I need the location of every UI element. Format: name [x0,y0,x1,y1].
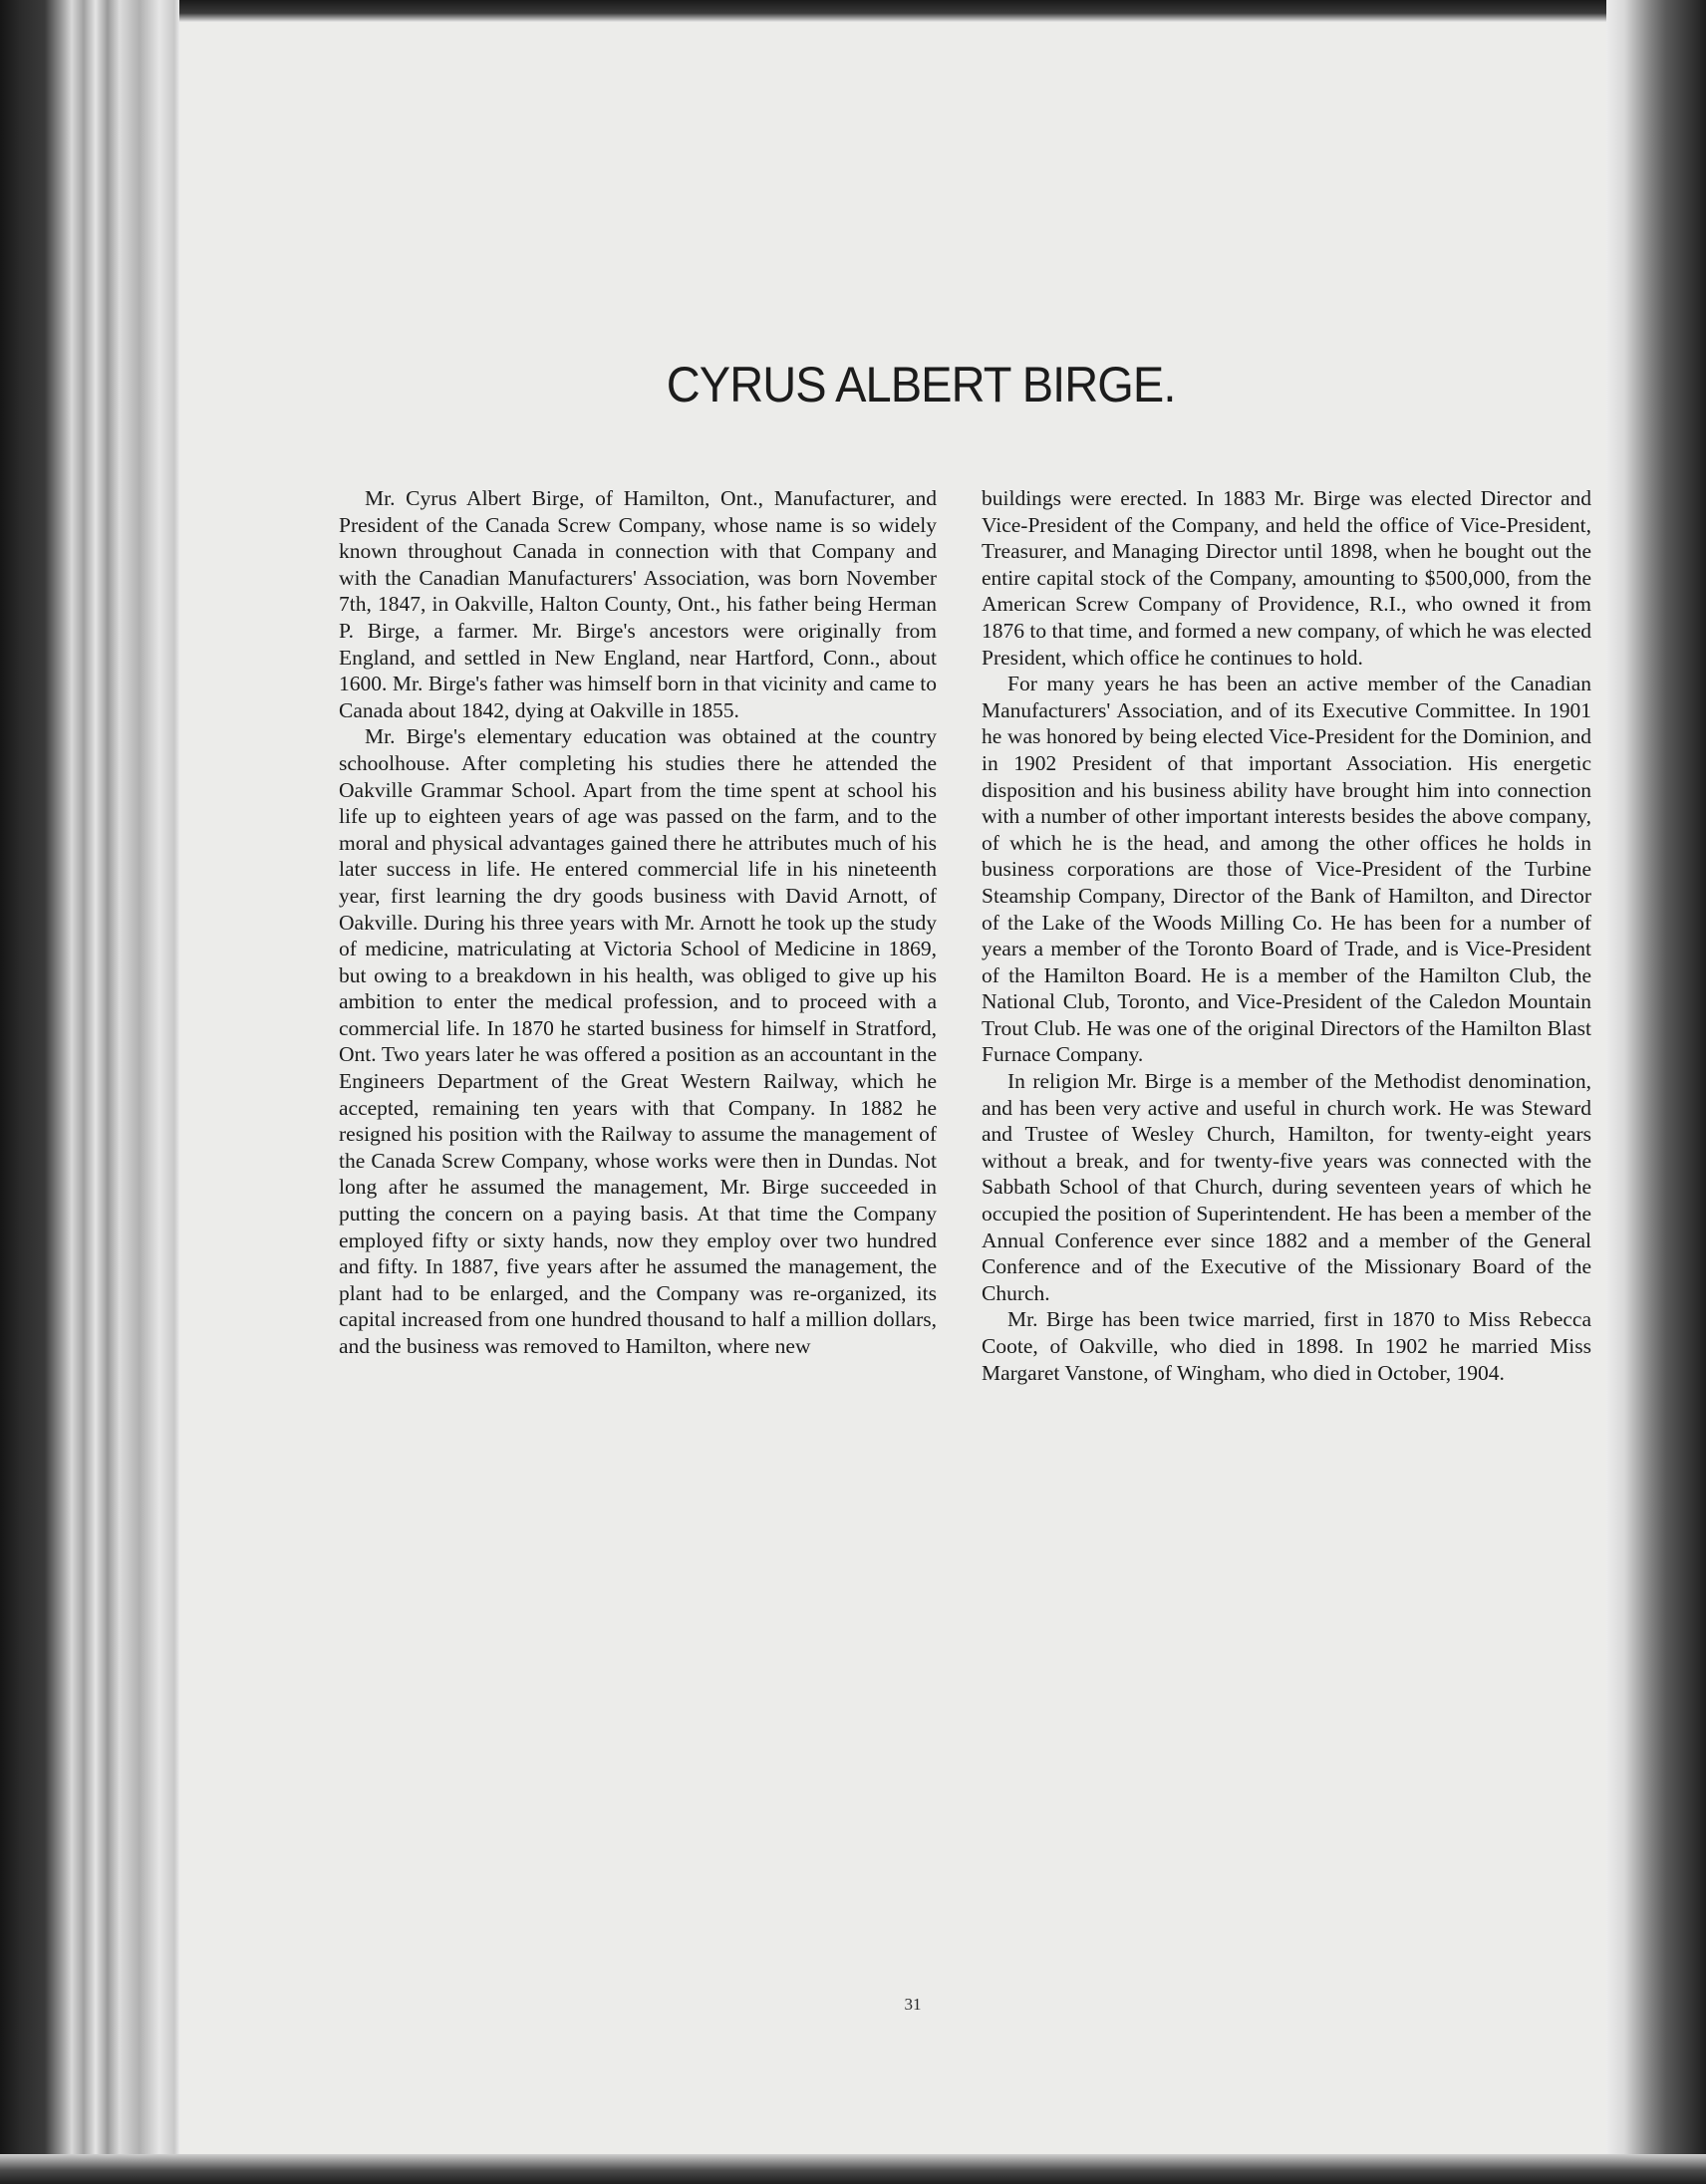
bottom-scan-shadow [0,2154,1706,2184]
paragraph: For many years he has been an active member of the Canadian Manufacturers' Association, and of its Executive Committee. In 1901 he was honored by being elected Vice-President for the Dominion, and in 1902 President of that important Association. His energetic disposition and his business ability have brought him into connection with a number of other important interests besides the above company, of which he is the head, and among the other offices he holds in business corporations are those of Vice-President of the Turbine Steamship Company, Director of the Bank of Hamilton, and Director of the Lake of the Woods Milling Co. He has been for a number of years a member of the Toronto Board of Trade, and is Vice-President of the Hamilton Board. He is a member of the Hamilton Club, the National Club, Toronto, and Vice-President of the Caledon Mountain Trout Club. He was one of the original Directors of the Hamilton Blast Furnace Company. [982,672,1591,1067]
paragraph: Mr. Birge's elementary education was obtained at the country schoolhouse. After completing his studies there he attended the Oakville Grammar School. Apart from the time spent at school his life up to eighteen years of age was passed on the farm, and to the moral and physical advantages gained there he attributes much of his later success in life. He entered commercial life in his nineteenth year, first learning the dry goods business with David Arnott, of Oakville. During his three years with Mr. Arnott he took up the study of medicine, matriculating at Victoria School of Medicine in 1869, but owing to a breakdown in his health, was obliged to give up his ambition to enter the medical profession, and to proceed with a commercial life. In 1870 he started business for himself in Stratford, Ont. Two years later he was offered a position as an accountant in the Engineers Department of the Great Western Railway, which he accepted, remaining ten years with that Company. In 1882 he resigned his position with the Railway to assume the management of the Canada Screw Company, whose works were then in Dundas. Not long after he assumed the management, Mr. Birge succeeded in putting the concern on a paying basis. At that time the Company employed fifty or sixty hands, now they employ over two hundred and fifty. In 1887, five years after he assumed the management, the plant had to be enlarged, and the Company was re-organized, its capital increased from one hundred thousand to half a million dollars, and the business was removed to Hamilton, where new [339,724,937,1358]
book-binding-edge [0,0,179,2184]
top-scan-shadow [179,0,1706,22]
left-column [339,485,937,1360]
paragraph: In religion Mr. Birge is a member of the Methodist denomination, and has been very active and useful in church work. He was Steward and Trustee of Wesley Church, Hamilton, for twenty-eight years without a break, and for twenty-five years was connected with the Sabbath School of that Church, during seventeen years of which he occupied the position of Superintendent. He has been a member of the Annual Conference ever since 1882 and a member of the General Conference and of the Executive of the Missionary Board of the Church. [982,1069,1591,1305]
book-page [179,22,1606,2154]
paragraph: Mr. Birge has been twice married, first in 1870 to Miss Rebecca Coote, of Oakville, who died in 1898. In 1902 he married Miss Margaret Vanstone, of Wingham, who died in October, 1904. [982,1307,1591,1385]
right-column [982,485,1591,1386]
right-page-edge [1606,0,1706,2184]
page-title: CYRUS ALBERT BIRGE. [666,357,1176,412]
paragraph-continued: buildings were erected. In 1883 Mr. Birge was elected Director and Vice-President of the Company, and held the office of Vice-President, Treasurer, and Managing Director until 1898, when he bought out the entire capital stock of the Company, amounting to $500,000, from the American Screw Company of Providence, R.I., who owned it from 1876 to that time, and formed a new company, of which he was elected President, which office he continues to hold. [982,486,1591,670]
paragraph: Mr. Cyrus Albert Birge, of Hamilton, Ont., Manufacturer, and President of the Canada Screw Company, whose name is so widely known throughout Canada in connection with that Company and with the Canadian Manufacturers' Association, was born November 7th, 1847, in Oakville, Halton County, Ont., his father being Herman P. Birge, a farmer. Mr. Birge's ancestors were originally from England, and settled in New England, near Hartford, Conn., about 1600. Mr. Birge's father was himself born in that vicinity and came to Canada about 1842, dying at Oakville in 1855. [339,486,937,722]
page-number: 31 [904,1995,922,2014]
